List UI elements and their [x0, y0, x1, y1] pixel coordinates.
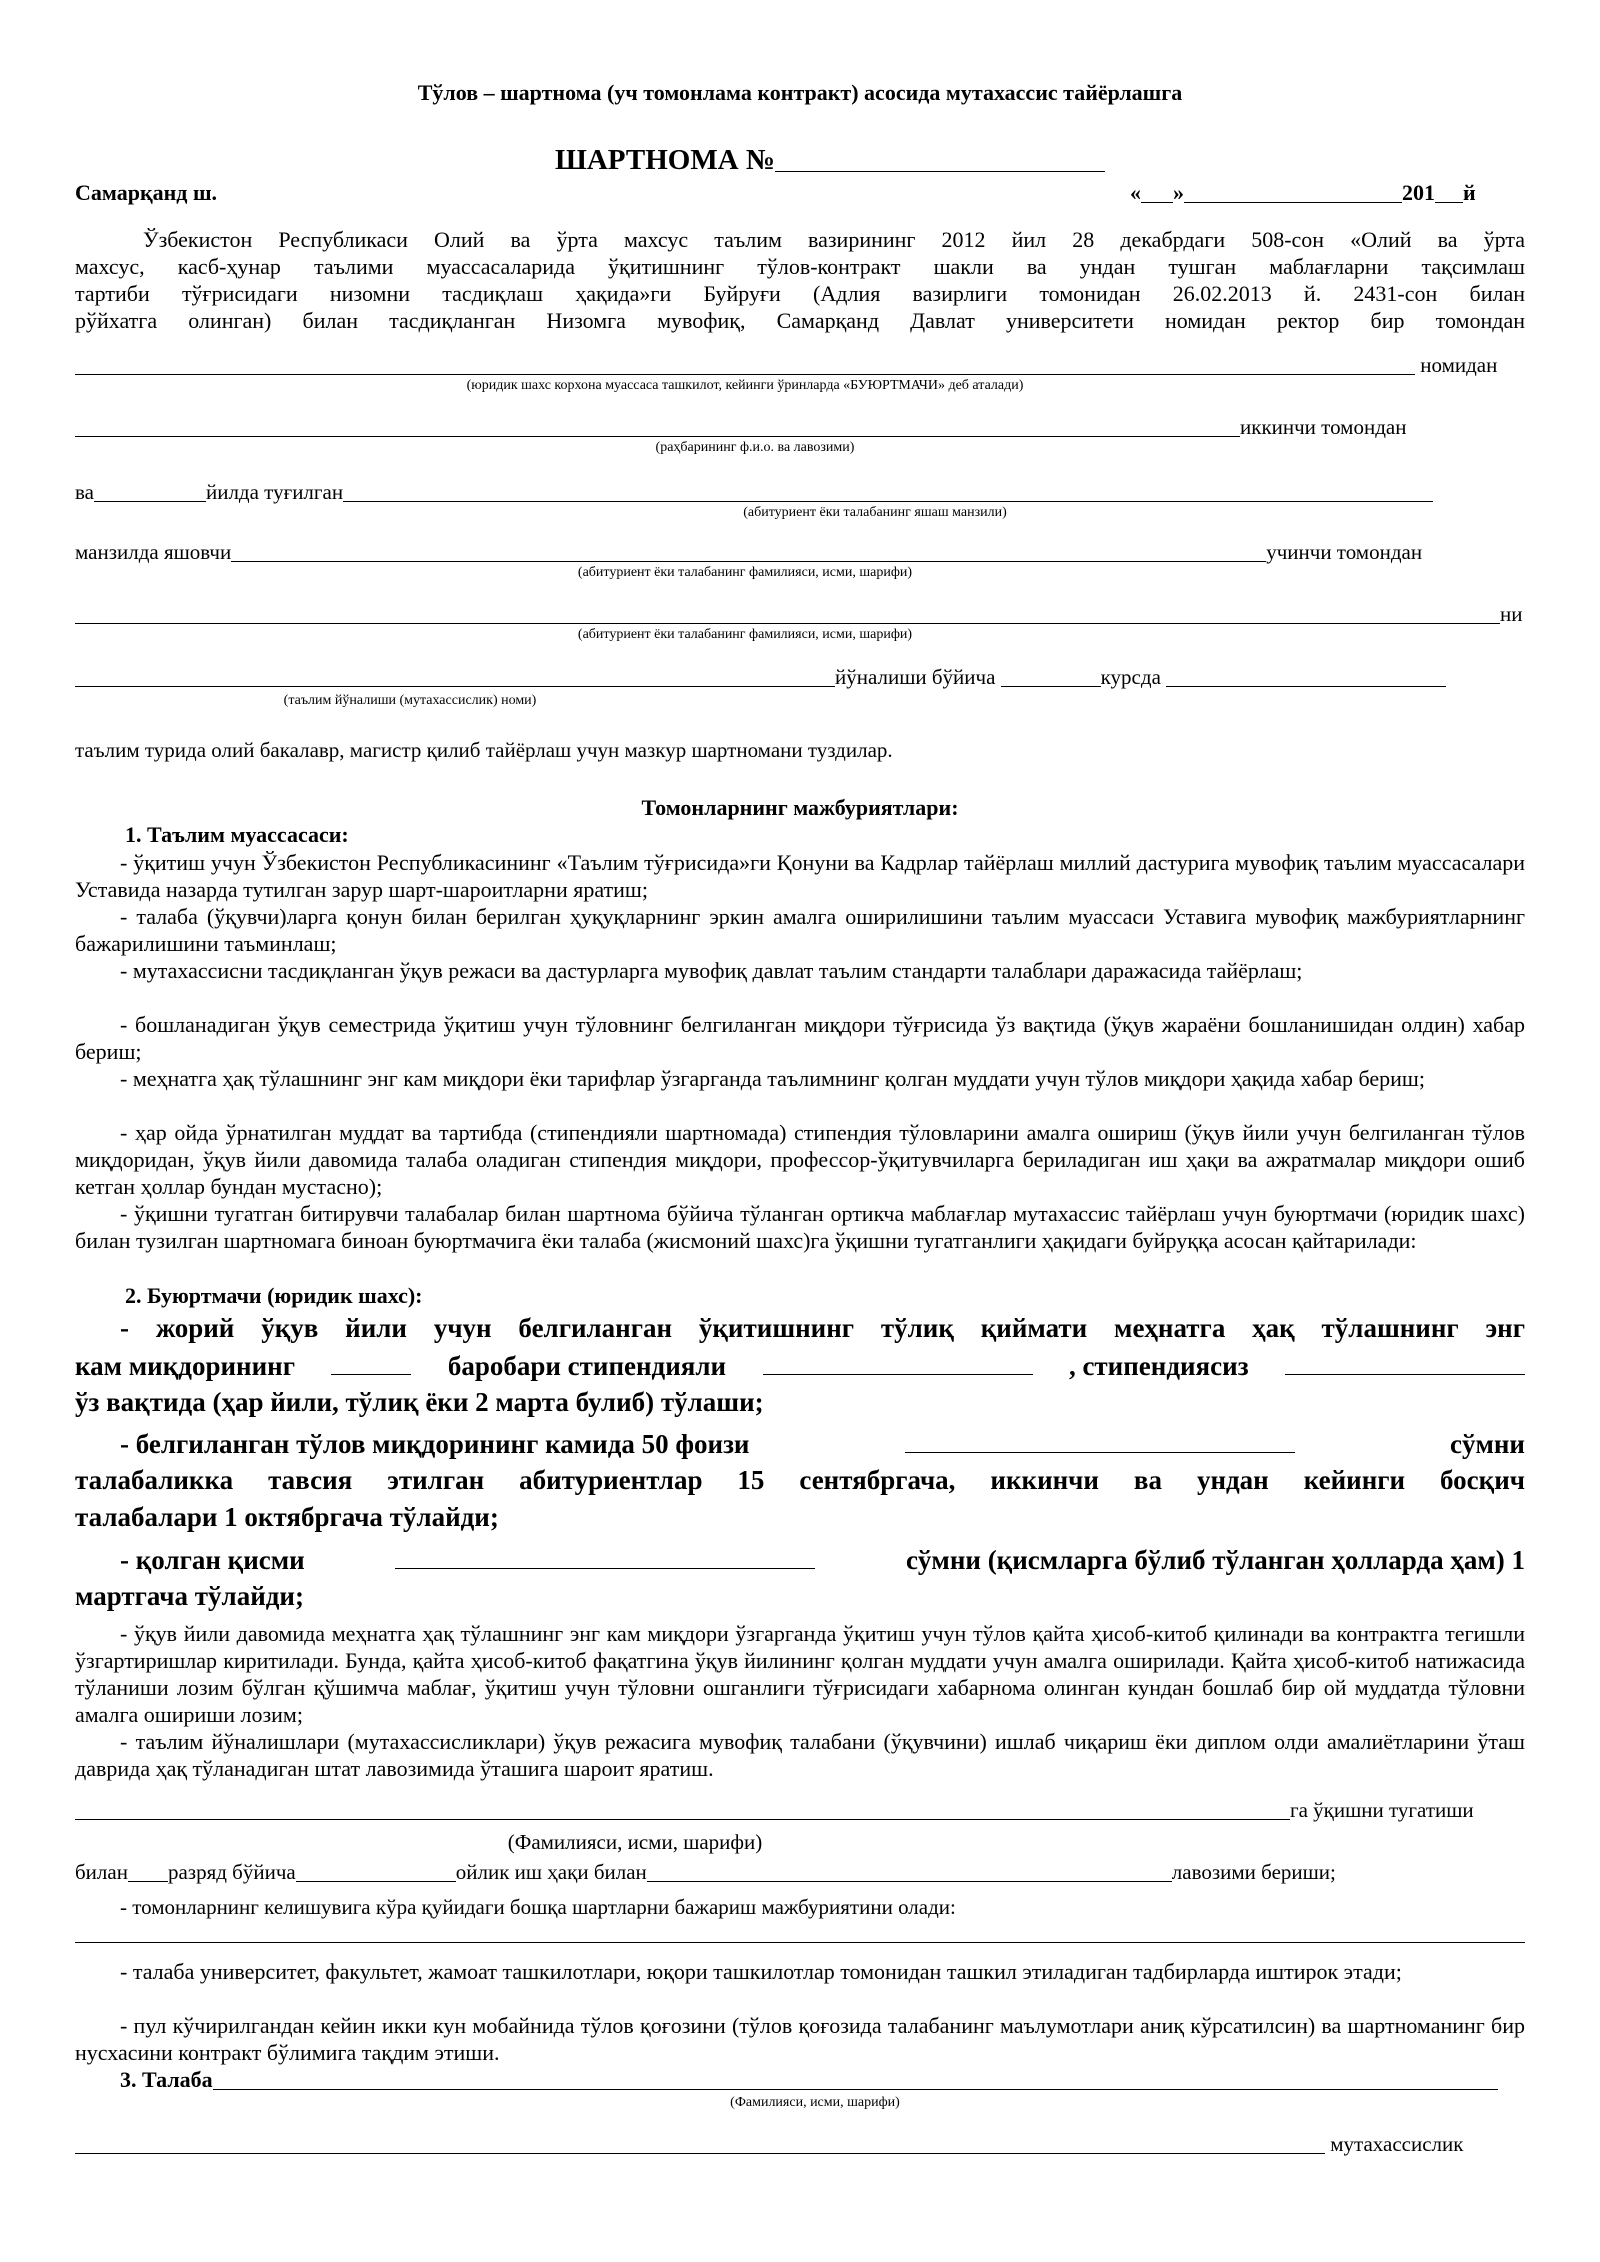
- student-row-2: ни: [75, 602, 1522, 627]
- half-payment-field[interactable]: [905, 1425, 1295, 1453]
- contract-date: « » 201 й: [1130, 180, 1476, 205]
- section1-title: 1. Таълим муассасаси:: [125, 822, 349, 847]
- section1-item-5: - меҳнатга ҳақ тўлашнинг энг кам миқдори ёки тарифлар ўзгарганда таълимнинг қолган муддати учун тўлов миқдори ҳақида хабар бериш;: [120, 1066, 1425, 1091]
- specialty-row: мутахассислик: [75, 2132, 1463, 2157]
- section1-item-1: - ўқитиш учун Ўзбекистон Республикасининг «Таълим тўғрисида»ги Қонуни ва Кадрлар тайёрлаш миллий дастурига мувофиқ таълим муассасалари Уставида назарда тутилган зарур шарт-шароитларни яратиш;: [75, 850, 1525, 902]
- date-day-field[interactable]: [1141, 180, 1173, 203]
- customer-row: номидан: [75, 353, 1497, 378]
- with-stipend-field[interactable]: [763, 1347, 1033, 1375]
- intro-line-1: Ўзбекистон Республикаси Олий ва ўрта махсус таълим вазирининг 2012 йил 28 декабрдаги 508-сон «Олий ва ўрта: [143, 227, 1525, 252]
- remaining-payment-field[interactable]: [395, 1541, 815, 1569]
- date-year-field[interactable]: [1435, 180, 1463, 203]
- section2-item-1: - ўқув йили давомида меҳнатга ҳақ тўлашнинг энг кам миқдори ўзгарганда ўқитиш учун тўлов қайта ҳисоб-китоб қилинади ва контрактга тегишли ўзгартиришлар киритилади. Бунда, қайта ҳисоб-китоб фақатгина ўқув йилининг қолган муддати учун амалга оширилади. Қайта ҳисоб-китоб натижасида тўланиши лозим бўлган қўшимча маблағ, ўқитиш учун тўловни ошганлиги тўғрисидаги хабарнома олинган кундан бошлаб бир ой муддатда тўловни амалга ошириши лозим;: [75, 1621, 1525, 1727]
- section1-item-4: - бошланадиган ўқув семестрида ўқитиш учун тўловнинг белгиланган миқдори тўғрисида ўз вақтида (ўқув жараёни бошланишидан олдин) хабар бериш;: [75, 1012, 1525, 1064]
- section2-item-2: - таълим йўналишлари (мутахассисликлари) ўқув режасига мувофиқ талабани (ўқувчини) ишлаб чиқариш ёки диплом олди амалиётларини ўташ даврида ҳақ тўланадиган штат лавозимида ўташига шароит яратиш.: [75, 1729, 1525, 1781]
- grade-field[interactable]: [128, 1860, 168, 1882]
- city: Самарқанд ш.: [75, 180, 218, 205]
- course-field[interactable]: [1001, 665, 1101, 687]
- director-field[interactable]: [75, 415, 1240, 437]
- other-conditions: - томонларнинг келишувига кўра қуйидаги бошқа шартларни бажариш мажбуриятини олади:: [120, 1895, 956, 1919]
- graduate-caption: (Фамилияси, исми, шарифи): [507, 1830, 763, 1854]
- section2-title: 2. Буюртмачи (юридик шахс):: [125, 1283, 423, 1308]
- section2-item-4: - пул кўчирилгандан кейин икки кун мобайнида тўлов қоғозини (тўлов қоғозида талабанинг маълумотлари аниқ кўрсатилсин) ва шартноманинг бир нусхасини контракт бўлимига тақдим этиши.: [75, 2013, 1525, 2065]
- payment-line-6: талабалари 1 октябргача тўлайди;: [75, 1502, 499, 1532]
- customer-field[interactable]: [75, 353, 1415, 375]
- contract-title-text: ШАРТНОМА №: [555, 144, 776, 176]
- course-extra-field[interactable]: [1166, 665, 1446, 687]
- direction-caption: (таълим йўналиши (мутахассислик) номи): [283, 693, 537, 708]
- section3-student-field[interactable]: [213, 2067, 1498, 2090]
- graduate-name-field[interactable]: [75, 1798, 1290, 1820]
- obligations-title: Томонларнинг мажбуриятлари:: [641, 795, 959, 820]
- contract-page: [75, 0, 1525, 2262]
- header-title: Тўлов – шартнома (уч томонлама контракт) асосида мутахассис тайёрлашга: [417, 80, 1183, 105]
- section3-row: 3. Талаба: [120, 2067, 1498, 2093]
- student-row: манзилда яшовчи учинчи томондан: [75, 540, 1423, 564]
- student-caption-2: (абитуриент ёки талабанинг фамилияси, исми, шарифи): [577, 627, 913, 642]
- payment-line-7: - қолган қисми сўмни (қисмларга бўлиб тўланган ҳолларда ҳам) 1: [75, 1541, 1525, 1576]
- director-row: иккинчи томондан: [75, 415, 1406, 440]
- section2-item-3: - талаба университет, факультет, жамоат ташкилотлари, юқори ташкилотлар томонидан ташкил этиладиган тадбирларда иштирок этади;: [120, 1959, 1402, 1984]
- section3-caption: (Фамилияси, исми, шарифи): [730, 2095, 900, 2110]
- intro-line-2: махсус, касб-ҳунар таълими муассасаларида ўқитишнинг тўлов-контракт шакли ва ундан тушган маблағларни тақсимлаш: [75, 254, 1525, 279]
- purpose-text: таълим турида олий бакалавр, магистр қилиб тайёрлаш учун мазкур шартномани туздилар.: [75, 738, 893, 762]
- payment-line-1: - жорий ўқув йили учун белгиланган ўқитишнинг тўлиқ қиймати меҳнатга ҳақ тўлашнинг энг: [120, 1313, 1525, 1343]
- payment-line-8: мартгача тўлайди;: [75, 1581, 304, 1611]
- payment-line-4: - белгиланган тўлов миқдорининг камида 50 фоизи сўмни: [75, 1425, 1525, 1460]
- birth-row: ва йилда туғилган: [75, 480, 1433, 505]
- direction-row: йўналиши бўйича курсда: [75, 665, 1446, 690]
- address-field[interactable]: [343, 480, 1433, 502]
- student-name-field-2[interactable]: [75, 602, 1500, 624]
- other-conditions-field[interactable]: [75, 1942, 1525, 1943]
- intro-line-4: рўйхатга олинган) билан тасдиқланган Низомга мувофиқ, Самарқанд Давлат университети номидан ректор бир томондан: [75, 308, 1525, 333]
- direction-field[interactable]: [75, 665, 835, 687]
- payment-line-3: ўз вақтида (ҳар йили, тўлиқ ёки 2 марта булиб) тўлаши;: [75, 1387, 764, 1417]
- graduation-row: га ўқишни тугатиши: [75, 1798, 1474, 1823]
- date-month-field[interactable]: [1184, 180, 1402, 203]
- contract-number-field[interactable]: [775, 142, 1105, 172]
- without-stipend-field[interactable]: [1285, 1347, 1525, 1375]
- director-caption: (раҳбарининг ф.и.о. ва лавозими): [655, 440, 855, 455]
- job-row: билан разряд бўйича ойлик иш ҳақи билан лавозими бериши;: [75, 1860, 1336, 1884]
- student-caption: (абитуриент ёки талабанинг фамилияси, исми, шарифи): [577, 565, 913, 580]
- birth-year-field[interactable]: [94, 480, 206, 502]
- position-field[interactable]: [647, 1860, 1172, 1882]
- grade-value-field[interactable]: [296, 1860, 456, 1882]
- section1-item-2: - талаба (ўқувчи)ларга қонун билан берилган ҳуқуқларнинг эркин амалга оширилишини таълим муассаси Уставига мувофиқ мажбуриятларнинг бажарилишини таъминлаш;: [75, 904, 1525, 956]
- address-caption: (абитуриент ёки талабанинг яшаш манзили): [743, 505, 1007, 520]
- intro-line-3: тартиби тўғрисидаги низомни тасдиқлаш ҳақида»ги Буйруғи (Адлия вазирлиги томонидан 26.02.2013 й. 2431-сон билан: [75, 281, 1525, 306]
- section1-item-3: - мутахассисни тасдиқланган ўқув режаси ва дастурларга мувофиқ давлат таълим стандарти талаблари даражасида тайёрлаш;: [120, 958, 1303, 983]
- contract-title: [555, 142, 1105, 177]
- payment-line-2: кам миқдорининг баробари стипендияли , стипендиясиз: [75, 1347, 1525, 1382]
- min-wage-multiplier-field[interactable]: [331, 1347, 411, 1375]
- student-name-field[interactable]: [231, 540, 1266, 562]
- specialty-field[interactable]: [75, 2132, 1325, 2154]
- section1-item-7: - ўқишни тугатган битирувчи талабалар билан шартнома бўйича тўланган ортикча маблағлар мутахассис тайёрлаш учун буюртмачи (юридик шахс) билан тузилган шартномага биноан буюртмачига ёки талаба (жисмоний шахс)га ўқишни тугатганлиги ҳақидаги буйруққа асосан қайтарилади:: [75, 1201, 1525, 1253]
- customer-caption: (юридик шахс корхона муассаса ташкилот, кейинги ўринларда «БУЮРТМАЧИ» деб аталади): [466, 378, 1024, 393]
- payment-line-5: талабаликка тавсия этилган абитуриентлар 15 сентябргача, иккинчи ва ундан кейинги босқич: [75, 1465, 1525, 1495]
- section1-item-6: - ҳар ойда ўрнатилган муддат ва тартибда (стипендияли шартномада) стипендия тўловларини амалга ошириш (ўқув йили учун белгиланган тўлов миқдоридан, ўқув йили давомида талаба оладиган стипендия миқдори, профессор-ўқитувчиларга бериладиган иш ҳақи ва ажратмалар миқдори ошиб кетган ҳоллар бундан мустасно);: [75, 1120, 1525, 1199]
